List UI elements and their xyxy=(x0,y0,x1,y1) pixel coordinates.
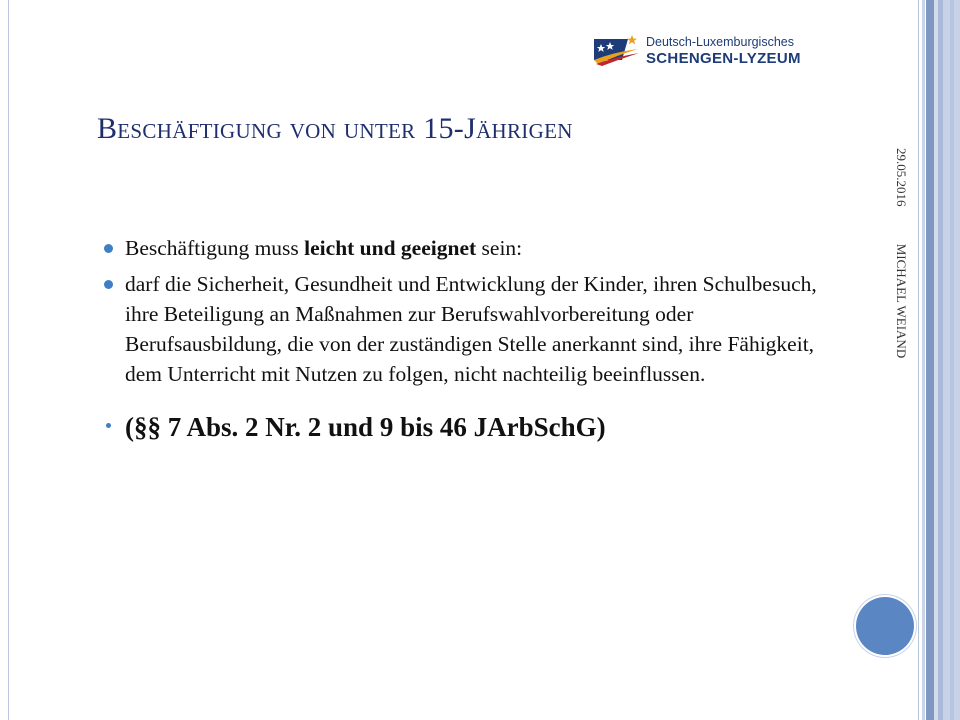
bullet-dot-icon xyxy=(106,423,111,428)
decor-stripe xyxy=(926,0,934,720)
slide-footer-vertical xyxy=(893,148,909,358)
decor-stripe xyxy=(950,0,954,720)
list-item xyxy=(104,409,834,445)
bullet-text: Beschäftigung muss leicht und geeignet sein: xyxy=(125,236,523,260)
logo-line-1: Deutsch-Luxemburgisches xyxy=(646,35,794,49)
bullet-dot-icon xyxy=(104,280,113,289)
left-border-line xyxy=(8,0,9,720)
bullet-text: darf die Sicherheit, Gesundheit und Entwicklung der Kinder, ihren Schulbesuch, ihre Beteiligung an Maßnahmen zur Berufswahlvorbereitung oder Berufsausbildung, die von der zuständigen Stelle anerkannt sind, ihre Fähigkeit, dem Unterricht mit Nutzen zu folgen, nicht nachteilig beeinflussen. xyxy=(125,272,817,386)
logo-emblem-icon xyxy=(592,33,642,67)
bullet-dot-icon xyxy=(104,244,113,253)
slide-date: 29.05.2016 xyxy=(894,148,909,207)
slide-title: Beschäftigung von unter 15-Jährigen xyxy=(97,112,573,145)
decor-circle xyxy=(856,597,914,655)
slide-author: MICHAEL WEIAND xyxy=(894,243,909,359)
slide-content xyxy=(104,233,834,445)
decor-stripe xyxy=(922,0,925,720)
logo-line-2: SCHENGEN-LYZEUM xyxy=(646,50,801,67)
list-item xyxy=(104,233,834,263)
decor-stripe xyxy=(918,0,919,720)
list-item xyxy=(104,269,834,389)
school-logo xyxy=(592,33,822,73)
legal-reference: (§§ 7 Abs. 2 Nr. 2 und 9 bis 46 JArbSchG) xyxy=(125,412,606,442)
emphasis-text: leicht und geeignet xyxy=(304,236,477,260)
